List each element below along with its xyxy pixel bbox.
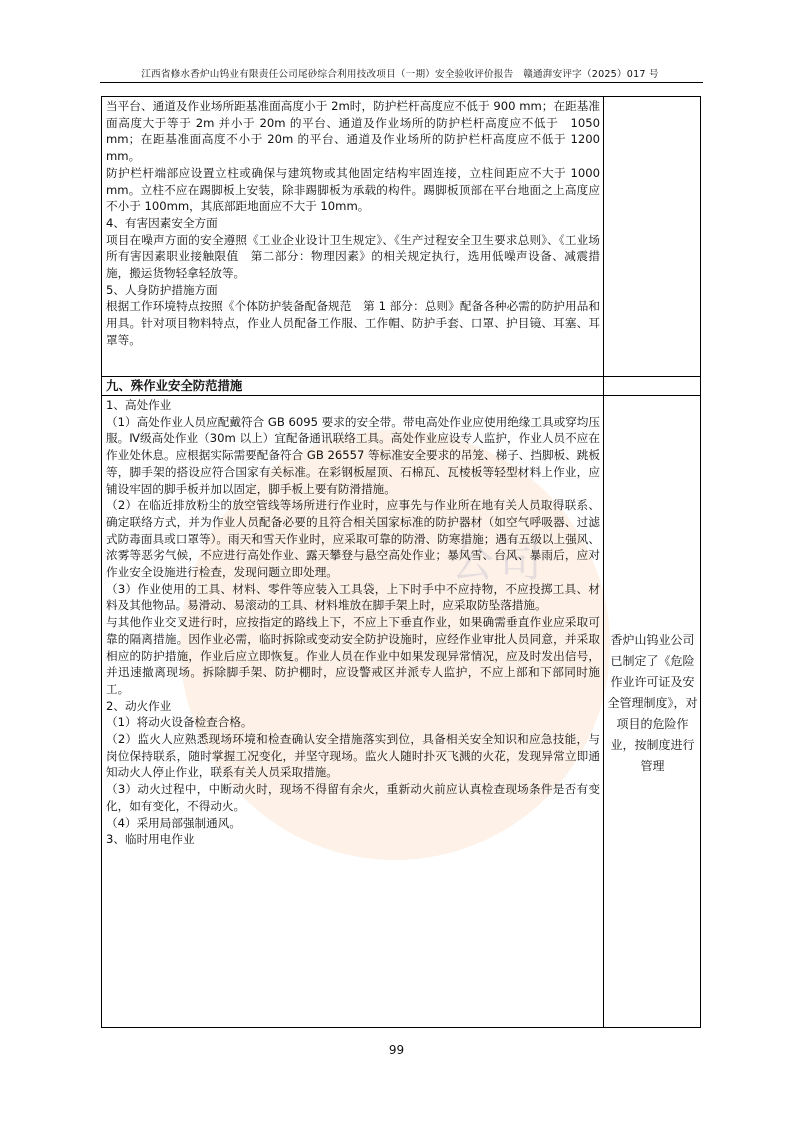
- paragraph: （4）采用局部强制通风。: [106, 815, 241, 830]
- side-note-cell: 香炉山钨业公司已制定了《危险作业许可证及安全管理制度》，对项目的危险作业，按制度进行管理: [607, 633, 698, 773]
- body-content-cell: [106, 397, 600, 848]
- paragraph: 根据工作环境特点按照《个体防护装备配备规范 第 1 部分：总则》配备各种必需的防护用品和用具。针对项目物料特点，作业人员配备工作服、工作帽、防护手套、口罩、护目镜、耳塞、耳罩等。: [106, 299, 600, 347]
- page-header: 江西省修水香炉山钨业有限责任公司尾砂综合利用技改项目（一期）安全验收评价报告 赣通湃安评字（2025）017 号: [141, 69, 659, 80]
- watermark-text: 公司: [450, 536, 546, 587]
- paragraph: 防护栏杆端部应设置立柱或确保与建筑物或其他固定结构牢固连接，立柱间距应不大于 1000 mm。立柱不应在踢脚板上安装，除非踢脚板为承载的构件。踢脚板顶部在平台地面之上高度应不小于 100mm，其底部距地面应不大于 10mm。: [106, 165, 612, 214]
- paragraph: 项目在噪声方面的安全遵照《工业企业设计卫生规定》、《生产过程安全卫生要求总则》、《工业场所有害因素职业接触限值 第二部分：物理因素》的相关规定执行，选用低噪声设备、减震措施，搬运货物轻拿轻放等。: [106, 232, 600, 281]
- paragraph: （1）将动火设备检查合格。: [106, 715, 253, 730]
- paragraph: 3、临时用电作业: [106, 832, 195, 847]
- paragraph: （3）动火过程中，中断动火时，现场不得留有余火，重新动火前应认真检查现场条件是否有变化，如有变化，不得动火。: [106, 782, 600, 813]
- paragraph: 与其他作业交叉进行时，应按指定的路线上下，不应上下垂直作业，如果确需垂直作业应采取可靠的隔离措施。因作业必需，临时拆除或变动安全防护设施时，应经作业审批人员同意，并采取相应的防护措施，作业后应立即恢复。作业人员在作业中如果发现异常情况，应及时发出信号，并迅速撤离现场。拆除脚手架、防护棚时，应设警戒区并派专人监护，不应上部和下部同时施工。: [106, 615, 600, 696]
- paragraph: 5、人身防护措施方面: [106, 282, 218, 297]
- paragraph: 当平台、通道及作业场所距基准面高度小于 2m时，防护栏杆高度应不低于 900 mm；在距基准面高度大于等于 2m 并小于 20m 的平台、通道及作业场所的防护栏杆高度应不低于 1050 mm；在距基准面高度不小于 20m 的平台、通道及作业场所的防护栏杆高度应不低于 1200 mm。: [106, 99, 600, 164]
- paragraph: （2）在临近排放粉尘的放空管线等场所进行作业时，应事先与作业所在地有关人员取得联系、确定联络方式，并为作业人员配备必要的且符合相关国家标准的防护器材（如空气呼吸器、过滤式防毒面具或口罩等）。雨天和雪天作业时，应采取可靠的防滑、防寒措施；遇有五级以上强风、浓雾等恶劣气候，不应进行高处作业、露天攀登与悬空高处作业；暴风雪、台风、暴雨后，应对作业安全设施进行检查，发现问题立即处理。: [106, 498, 600, 580]
- paragraph: （3）作业使用的工具、材料、零件等应装入工具袋，上下时手中不应持物，不应投掷工具、材料及其他物品。易滑动、易滚动的工具、材料堆放在脚手架上时，应采取防坠落措施。: [106, 581, 600, 613]
- paragraph: 4、有害因素安全方面: [106, 215, 218, 230]
- paragraph: （1）高处作业人员应配戴符合 GB 6095 要求的安全带。带电高处作业应使用绝缘工具或穿均压服。Ⅳ级高处作业（30m 以上）宜配备通讯联络工具。高处作业应设专人监护，作业人员不应在作业处休息。应根据实际需要配备符合 GB 26557 等标准安全要求的吊笼、梯子、挡脚板、跳板等，脚手架的搭设应符合国家有关标准。在彩钢板屋顶、石棉瓦、瓦棱板等轻型材料上作业，应铺设牢固的脚手板并加以固定，脚手板上要有防滑措施。: [106, 414, 600, 496]
- table-column-divider: [603, 96, 604, 1028]
- paragraph: 1、高处作业: [106, 398, 172, 412]
- top-content-cell: [106, 98, 612, 349]
- section-title: 九、殊作业安全防范措施: [106, 378, 243, 393]
- paragraph: （2）监火人应熟悉现场环境和检查确认安全措施落实到位，具备相关安全知识和应急技能，与岗位保持联系，随时掌握工况变化，并坚守现场。监火人随时扑灭飞溅的火花，发现异常立即通知动火人停止作业，联系有关人员采取措施。: [106, 732, 600, 780]
- paragraph: 2、动火作业: [106, 698, 172, 713]
- header-rule: [100, 82, 703, 83]
- page-number: 99: [388, 1043, 405, 1057]
